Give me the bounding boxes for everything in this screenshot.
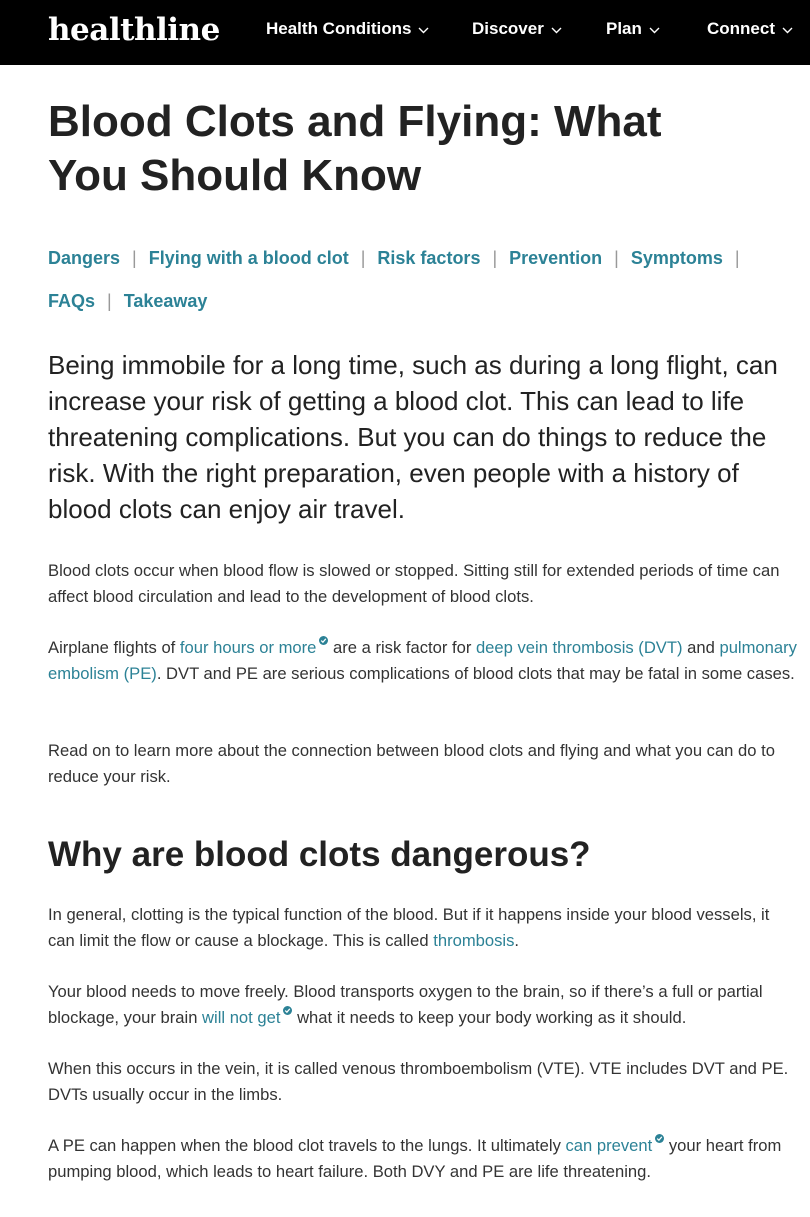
toc-link-flying-with-clot[interactable]: Flying with a blood clot — [148, 248, 349, 268]
text: your heart from pumping blood, which leads to heart failure. Both DVY and PE are life threatening. — [48, 1136, 782, 1181]
paragraph — [48, 979, 800, 1031]
toc-link-dangers[interactable]: Dangers — [48, 248, 121, 268]
chevron-down-icon — [418, 27, 429, 34]
main-nav — [266, 0, 810, 65]
link-four-hours[interactable]: four hours or more — [179, 638, 317, 657]
text: In general, clotting is the typical function of the blood. But if it happens inside your blood vessels, it can limit the flow or cause a blockage. This is called — [48, 905, 770, 950]
chevron-down-icon — [782, 27, 793, 34]
nav-label: Connect — [707, 19, 775, 38]
site-header — [0, 0, 810, 65]
paragraph: Blood clots occur when blood flow is slowed or stopped. Sitting still for extended periods of time can affect blood circulation and lead to the development of blood clots. — [48, 561, 780, 606]
paragraph — [48, 635, 800, 687]
article-lede: Being immobile for a long time, such as during a long flight, can increase your risk of getting a blood clot. This can lead to life threatening complications. But you can do things to reduce the risk. With the right preparation, even people with a history of blood clots can enjoy air travel. — [48, 350, 778, 524]
toc-separator: | — [360, 248, 366, 268]
text: Airplane flights of — [48, 638, 180, 657]
verified-check-icon — [319, 636, 328, 645]
nav-plan[interactable] — [606, 19, 660, 39]
text: A PE can happen when the blood clot travels to the lungs. It ultimately — [48, 1136, 566, 1155]
toc-link-prevention[interactable]: Prevention — [509, 248, 603, 268]
nav-label: Discover — [472, 19, 544, 38]
toc-separator: | — [492, 248, 498, 268]
section-heading: Why are blood clots dangerous? — [48, 835, 591, 874]
toc-separator: | — [614, 248, 619, 268]
article-title: Blood Clots and Flying: What You Should Know — [48, 97, 662, 200]
toc-separator: | — [734, 248, 740, 268]
verified-check-icon — [283, 1006, 292, 1015]
nav-label: Plan — [606, 19, 642, 38]
link-pe[interactable]: pulmonary embolism (PE) — [48, 638, 797, 683]
text: are a risk factor for — [328, 638, 476, 657]
nav-discover[interactable] — [472, 19, 562, 39]
healthline-logo[interactable]: healthline — [48, 12, 220, 48]
chevron-down-icon — [649, 27, 660, 34]
table-of-contents — [48, 237, 800, 323]
nav-connect[interactable] — [707, 19, 793, 39]
link-dvt[interactable]: deep vein thrombosis (DVT) — [475, 638, 683, 657]
verified-check-icon — [655, 1134, 664, 1143]
text: . DVT and PE are serious complications of blood clots that may be fatal in some cases. — [156, 664, 795, 683]
text: . — [514, 931, 520, 950]
nav-label: Health Conditions — [266, 19, 412, 38]
paragraph — [48, 902, 800, 954]
toc-link-faqs[interactable]: FAQs — [48, 291, 96, 311]
toc-separator: | — [107, 291, 112, 311]
toc-link-takeaway[interactable]: Takeaway — [123, 291, 208, 311]
link-will-not-get[interactable]: will not get — [202, 1008, 281, 1027]
text: and — [682, 638, 720, 657]
chevron-down-icon — [551, 27, 562, 34]
link-can-prevent[interactable]: can prevent — [565, 1136, 653, 1155]
text: Your blood needs to move freely. Blood transports oxygen to the brain, so if there’s a full or partial blockage, your brain — [48, 982, 763, 1027]
toc-separator: | — [132, 248, 137, 268]
toc-link-symptoms[interactable]: Symptoms — [630, 248, 723, 268]
link-thrombosis[interactable]: thrombosis — [433, 931, 515, 950]
paragraph — [48, 1133, 800, 1185]
paragraph: Read on to learn more about the connection between blood clots and flying and what you can do to reduce your risk. — [48, 741, 775, 786]
text: what it needs to keep your body working as it should. — [292, 1008, 687, 1027]
toc-link-risk-factors[interactable]: Risk factors — [377, 248, 481, 268]
paragraph: When this occurs in the vein, it is called venous thromboembolism (VTE). VTE includes DVT and PE. DVTs usually occur in the limbs. — [48, 1059, 789, 1104]
nav-health-conditions[interactable] — [266, 19, 429, 39]
